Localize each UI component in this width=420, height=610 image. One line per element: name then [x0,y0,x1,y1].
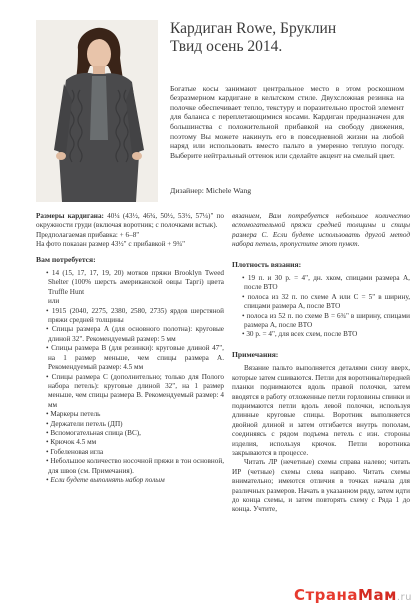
yarn-main: • 14 (15, 17, 17, 19, 20) мотков пряжи Brooklyn Tweed Shelter (100% шерсть американской овцы Таргі) цвета Truffle Hunt [46,269,224,296]
intro-paragraph: Богатые косы занимают центральное место в этом роскошном безразмерном кардигане в кельтском стиле. Двухсложная резинка на полочке обеспечивает тепло, текстуру и поразительно простой элемент для баланса с переплетающимися косами. Кардиган предназначен для большинства с положительной прибавкой на свободу движения, поэтому Вы можете накинуть его в повседневной жизни на любой наряд или использовать вместо пальто в умеренно теплую погоду. Выберите нейтральный оттенок или сделайте акцент на смелый цвет. [170,83,404,160]
model-photo [36,20,158,202]
notes-paragraph-2: Читать ЛР (нечетные) схемы справа налево; читать ИР (четные) схемы слева направо. Читать схемы внимательно; имеются отличия в точках начала для различных размеров. Начать в указанном ряду, затем идти до конца схемы, и затем повторять схему с Ряда 1 до конца. Учтите, [232,458,411,514]
notes-paragraph-1: Вязание пальто выполняется деталями снизу вверх, которые затем сшиваются. Петли для воротника/передней планки поднимаются вдоль правой полочки, затем вводятся в работу отложенные петли горловины спинки и поднимаются петли вдоль левой полочки, используя длинные круговые спицы. Воротник выполняется двойной длиной и затем отгибается внутрь пополам, соединяясь с рядом подъема петель с изн. стороны изделия, используя крючок. Петли воротника закрываются в процессе. [232,364,410,457]
markers-item: • Маркеры петель [46,410,101,419]
watermark-logo: СтранаМам.ru [293,586,412,604]
tapestry-needle-item: • Гобеленовая игла [46,447,104,456]
sizes-label: Размеры кардигана: [36,212,104,220]
materials-heading: Вам потребуется: [36,254,96,264]
needle-b: • Спицы размера B (для резинки): круговые длиной 47", на 1 размер меньше, чем спицы размера A. Рекомендуемый размер: 4.5 мм [46,344,224,372]
cable-needle-item: • Вспомогательная спица (ВС), [46,428,141,437]
sizes-text: 40¼ (43½, 46¾, 50½, 53½, 57¼)" по окружности груди (включая воротник; с полочками встык). [36,212,224,230]
sizes-block [36,212,224,231]
left-column [36,212,224,485]
hook-item: • Крючок 4.5 мм [46,438,97,447]
needle-c: • Спицы размера C (дополнительно; только для Полого набора петель): круговые длиной 32", на 1 размер меньше, чем спицы размера B. Рекомендуемый размер: 4 мм [46,372,224,409]
ease-text: Предполагаемая прибавка: + 6–8" [36,230,140,239]
waste-yarn-item: • Небольшое количество носочной пряжи в тон основной, для швов (см. Примечания). [46,457,224,475]
pattern-title [170,20,410,56]
right-column [232,212,410,515]
or-text: или [48,297,60,306]
gauge-rows: • 30 р. = 4", для всех схем, после ВТО [242,330,358,339]
gauge-chart-ac: • полоса из 32 п. по схеме A или C = 5" в ширину, спицами размера A, после ВТО [242,292,410,311]
gauge-heading: Плотность вязания: [232,259,302,269]
notes-heading: Примечания: [232,349,279,359]
gauge-stockinette: • 19 п. и 30 р. = 4", дн. хком, спицами размера A, после ВТО [242,274,410,292]
hollow-cast-on-item: • Если будете выполнять набор полым [46,475,165,484]
yarn-alt: • 1915 (2040, 2275, 2380, 2580, 2735) ярдов шерстяной пряжи средней толщины [46,306,224,325]
hollow-cast-on-continued: вязанием, Вам потребуется небольшое количество вспомогательной пряжи средней толщины и спицы размера С. Если будете использовать другой метод набора петель, пропустите этот пункт. [232,212,410,249]
title-line-2: Твид осень 2014. [170,38,283,55]
model-illustration [36,20,158,202]
holders-item: • Держатели петель (ДП) [46,419,123,428]
title-line-1: Кардиган Rowe, Бруклин [170,20,337,37]
designer-credit: Дизайнер: Michele Wang [170,186,252,195]
needle-a: • Спицы размера A (для основного полотна): круговые длиной 32". Рекомендуемый размер: 5 мм [46,325,224,343]
gauge-chart-b: • полоса из 52 п. по схеме B = 6¾" в ширину, спицами размера A, после ВТО [242,311,410,330]
shown-size-text: На фото показан размер 43½" с прибавкой + 9¾" [36,240,186,249]
